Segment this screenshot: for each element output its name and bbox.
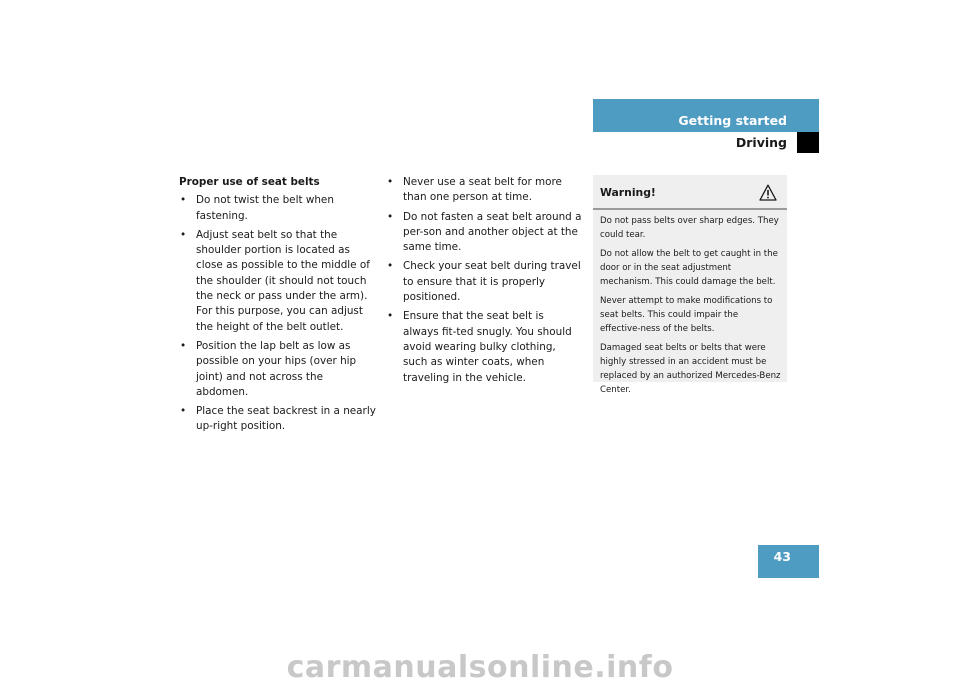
list-item: [386, 309, 582, 385]
middle-column: [386, 175, 582, 390]
warning-box: [593, 175, 787, 395]
warning-paragraph: Never attempt to make modifications to seat belts. This could impair the effective-ness of the belts.: [600, 296, 773, 334]
watermark: carmanualsonline.info: [286, 650, 674, 685]
list-item: [386, 175, 582, 206]
warning-paragraph: Do not pass belts over sharp edges. They could tear.: [600, 216, 779, 240]
list-item: [179, 404, 377, 435]
list-item: [179, 339, 377, 400]
warning-paragraph: Do not allow the belt to get caught in the door or in the seat adjustment mechanism. This could damage the belt.: [600, 249, 778, 287]
list-item-text: Place the seat backrest in a nearly up-right position.: [196, 405, 376, 433]
warning-header: [593, 175, 787, 210]
bullet-icon: •: [387, 310, 394, 323]
subsection-title: Driving: [735, 135, 787, 150]
bullet-icon: •: [180, 194, 187, 207]
bullet-icon: •: [180, 405, 187, 418]
warning-body: [593, 210, 787, 397]
left-column: [179, 175, 377, 439]
list-item-text: Do not twist the belt when fastening.: [196, 194, 334, 222]
column-heading: Proper use of seat belts: [179, 176, 320, 188]
bullet-icon: •: [180, 339, 187, 352]
bullet-list-middle: [386, 175, 582, 386]
bullet-icon: •: [387, 210, 394, 223]
list-item-text: Ensure that the seat belt is always fit-ted snugly. You should avoid wearing bulky clothing, such as winter coats, when traveling in the vehicle.: [403, 310, 572, 384]
list-item: [386, 259, 582, 305]
list-item: [386, 210, 582, 256]
list-item-text: Position the lap belt as low as possible on your hips (over hip joint) and not across the abdomen.: [196, 339, 357, 398]
bullet-list-left: [179, 193, 377, 434]
list-item: [179, 193, 377, 224]
warning-title: Warning!: [600, 186, 656, 199]
warning-triangle-icon: [759, 184, 777, 201]
bullet-icon: •: [387, 260, 394, 273]
list-item-text: Check your seat belt during travel to ensure that it is properly positioned.: [403, 260, 581, 304]
bullet-icon: •: [387, 176, 394, 188]
list-item-text: Adjust seat belt so that the shoulder portion is located as close as possible to the middle of the shoulder (it should not touch the neck or pass under the arm). For this purpose, you can adjust the height of the belt outlet.: [196, 228, 370, 333]
list-item: [179, 228, 377, 335]
section-title: Getting started: [678, 113, 787, 128]
bullet-icon: •: [180, 228, 187, 241]
page-number: 43: [773, 549, 791, 564]
section-marker: [797, 132, 819, 153]
list-item-text: Never use a seat belt for more than one person at time.: [403, 176, 562, 204]
list-item-text: Do not fasten a seat belt around a per-son and another object at the same time.: [403, 210, 582, 254]
warning-paragraph: Damaged seat belts or belts that were highly stressed in an accident must be replaced by an authorized Mercedes-Benz Center.: [600, 343, 781, 395]
